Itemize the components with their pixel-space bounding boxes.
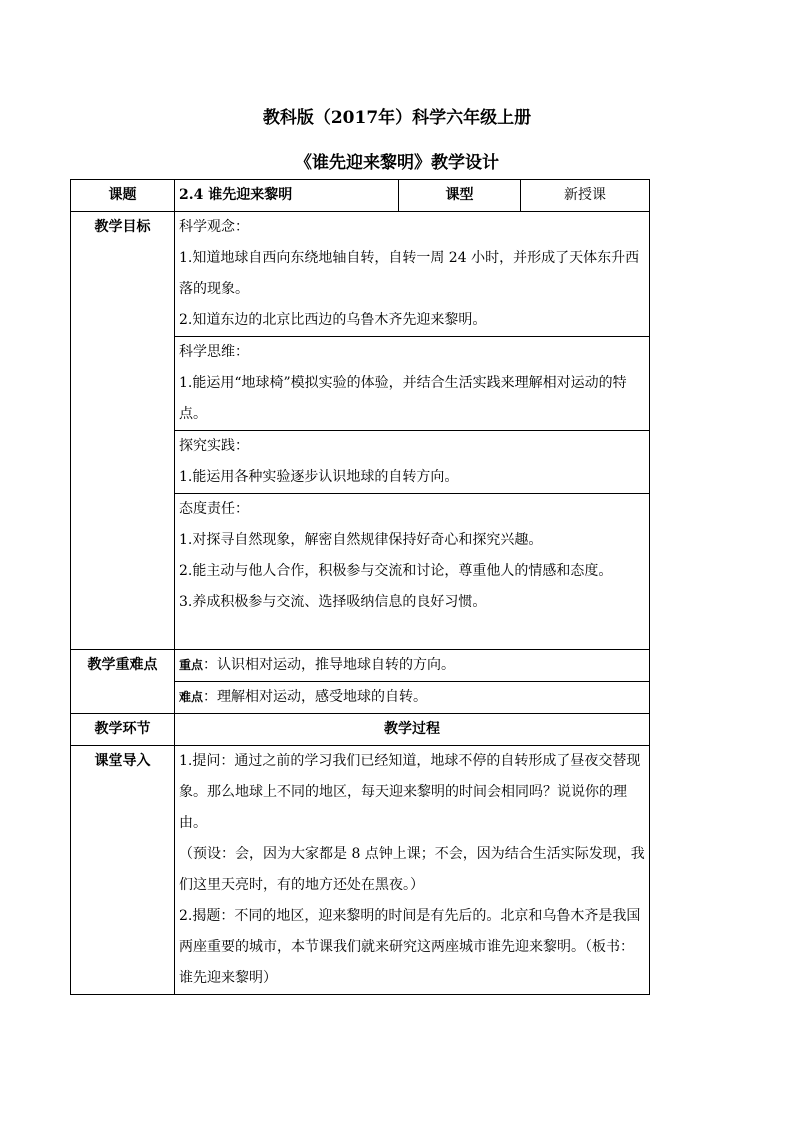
intro-row — [71, 746, 650, 995]
list-item: 1.知道地球自西向东绕地轴自转，自转一周 24 小时，并形成了天体东升西落的现象。 — [179, 250, 640, 297]
type-label: 课型 — [399, 180, 521, 212]
focus-key: 重点 — [179, 658, 204, 672]
intro-content — [175, 746, 650, 995]
objective-section-practice — [175, 431, 650, 494]
key-points-label: 教学重难点 — [71, 650, 175, 714]
process-header-row — [71, 714, 650, 746]
paragraph: 2.揭题：不同的地区，迎来黎明的时间是有先后的。北京和乌鲁木齐是我国两座重要的城市，本节课我们就来研究这两座城市谁先迎来黎明。（板书：谁先迎来黎明） — [179, 908, 641, 986]
stage-label: 教学环节 — [71, 714, 175, 746]
key-points-row-1 — [71, 650, 650, 682]
focus-cell — [175, 650, 650, 682]
process-label: 教学过程 — [175, 714, 650, 746]
list-item: 1.对探寻自然现象，解密自然规律保持好奇心和探究兴趣。 — [179, 532, 543, 548]
difficulty-text: ：理解相对运动，感受地球的自转。 — [203, 689, 428, 705]
topic-value: 2.4 谁先迎来黎明 — [175, 180, 399, 212]
paragraph: （预设：会，因为大家都是 8 点钟上课；不会，因为结合生活实际发现，我们这里天亮时，有的地方还处在黑夜。） — [179, 846, 645, 893]
list-item: 3.养成积极参与交流、选择吸纳信息的良好习惯。 — [179, 594, 487, 610]
list-item: 2.能主动与他人合作，积极参与交流和讨论，尊重他人的情感和态度。 — [179, 563, 613, 579]
section-title: 态度责任： — [179, 501, 249, 517]
focus-text: ：认识相对运动，推导地球自转的方向。 — [203, 657, 456, 673]
objective-section-concept — [175, 212, 650, 337]
intro-label: 课堂导入 — [71, 746, 175, 995]
section-title: 科学思维： — [179, 344, 249, 360]
list-item: 1.能运用“地球椅”模拟实验的体验，并结合生活实践来理解相对运动的特点。 — [179, 375, 627, 422]
type-value: 新授课 — [521, 180, 650, 212]
objectives-label: 教学目标 — [71, 212, 175, 650]
document-title-line1: 教科版（2017年）科学六年级上册 — [262, 108, 532, 128]
list-item: 1.能运用各种实验逐步认识地球的自转方向。 — [179, 469, 459, 485]
topic-label: 课题 — [71, 180, 175, 212]
section-title: 探究实践： — [179, 438, 249, 454]
section-title: 科学观念： — [179, 219, 249, 235]
list-item: 2.知道东边的北京比西边的乌鲁木齐先迎来黎明。 — [179, 312, 487, 328]
info-row — [71, 180, 650, 212]
objectives-row-1 — [71, 212, 650, 337]
objective-section-attitude — [175, 494, 650, 650]
document-title-line2: 《谁先迎来黎明》教学设计 — [295, 153, 499, 173]
lesson-plan-table — [70, 179, 650, 995]
difficulty-cell — [175, 682, 650, 714]
difficulty-key: 难点 — [179, 690, 204, 704]
objective-section-thinking — [175, 337, 650, 431]
paragraph: 1.提问：通过之前的学习我们已经知道，地球不停的自转形成了昼夜交替现象。那么地球上不同的地区，每天迎来黎明的时间会相同吗？说说你的理由。 — [179, 753, 641, 831]
